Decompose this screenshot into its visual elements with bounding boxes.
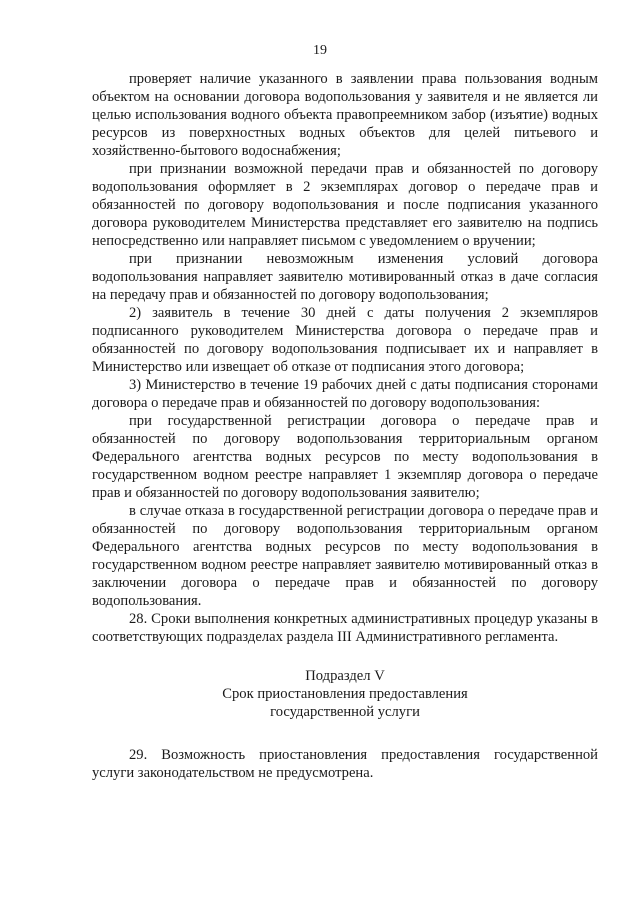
paragraph: проверяет наличие указанного в заявлении права пользования водным объектом на основании договора водопользования у заявителя и не является ли целью использования водного объекта правопреемником забор (изъятие) водных ресурсов из поверхностных водных объектов для целей питьевого и хозяйственно-бытового водоснабжения; bbox=[92, 71, 598, 159]
paragraph: при государственной регистрации договора о передаче прав и обязанностей по договору водопользования территориальным органом Федерального агентства водных ресурсов по месту водопользования в государственном водном реестре направляет 1 экземпляр договора о передаче прав и обязанностей по договору водопользования заявителю; bbox=[92, 413, 598, 501]
subsection-label: Подраздел V bbox=[305, 668, 385, 684]
paragraph: 29. Возможность приостановления предоставления государственной услуги законодательством не предусмотрена. bbox=[92, 747, 598, 781]
paragraph: 3) Министерство в течение 19 рабочих дней с даты подписания сторонами договора о передаче прав и обязанностей по договору водопользования: bbox=[92, 377, 598, 411]
paragraph: 28. Сроки выполнения конкретных административных процедур указаны в соответствующих подразделах раздела III Административного регламента. bbox=[92, 611, 598, 645]
subsection-heading bbox=[92, 667, 598, 721]
paragraph: при признании возможной передачи прав и обязанностей по договору водопользования оформляет в 2 экземплярах договор о передаче прав и обязанностей по договору водопользования и после подписания указанного договора руководителем Министерства представляет его заявителю на подпись непосредственно или направляет письмом с уведомлением о вручении; bbox=[92, 161, 598, 249]
page-number: 19 bbox=[313, 43, 327, 58]
paragraph: в случае отказа в государственной регистрации договора о передаче прав и обязанностей по договору водопользования территориальным органом Федерального агентства водных ресурсов по месту водопользования в государственном водном реестре направляет заявителю мотивированный отказ в заключении договора о передаче прав и обязанностей по договору водопользования. bbox=[92, 503, 598, 609]
paragraph: 2) заявитель в течение 30 дней с даты получения 2 экземпляров подписанного руководителем Министерства договора о передаче прав и обязанностей по договору водопользования подписывает их и направляет в Министерство или извещает об отказе от подписания этого договора; bbox=[92, 305, 598, 375]
paragraph: при признании невозможным изменения условий договора водопользования направляет заявителю мотивированный отказ в даче согласия на передачу прав и обязанностей по договору водопользования; bbox=[92, 251, 598, 303]
subsection-title-line-1: Срок приостановления предоставления bbox=[222, 686, 468, 702]
subsection-title-line-2: государственной услуги bbox=[270, 704, 420, 720]
document-body bbox=[92, 70, 598, 782]
